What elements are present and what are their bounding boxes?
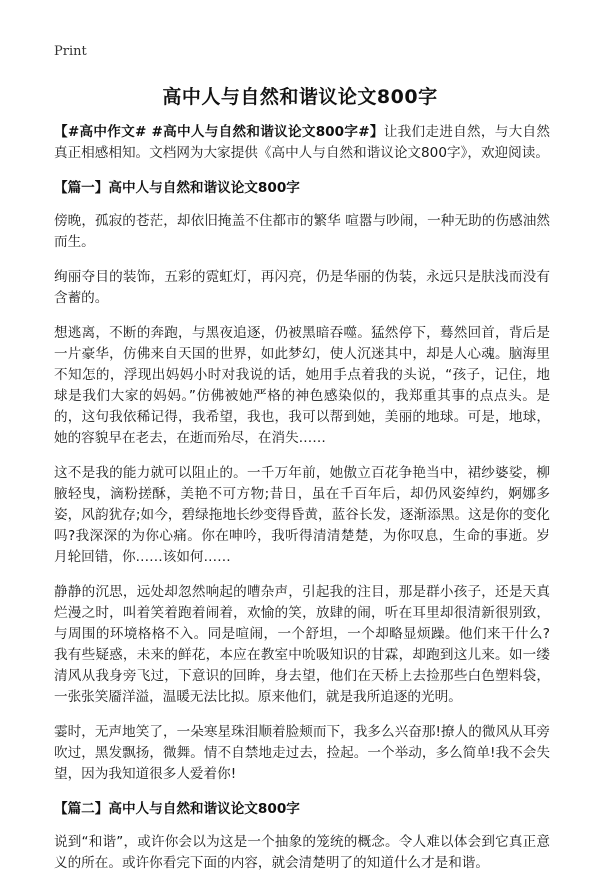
section-heading: 【篇二】高中人与自然和谐议论文800字 — [54, 801, 300, 817]
intro-tag-label: 【#高中作文# #高中人与自然和谐议论文800字#】 — [54, 124, 384, 140]
paragraph: 霎时，无声地笑了，一朵寒星珠泪顺着脸颊而下，我多么兴奋那!撩人的微风从耳旁吹过，黑发飘扬，微舞。情不自禁地走过去，捡起。一个举动，多么简单!我不会失望，因为我知道很多人爱着你! — [54, 724, 550, 782]
paragraph: 想逃离，不断的奔跑，与黑夜追逐，仍被黑暗吞噬。猛然停下，蓦然回首，背后是一片豪华，仿佛来自天国的世界，如此梦幻，使人沉迷其中，却是人心魂。脑海里不知怎的，浮现出妈妈小时对我说的话，她用手点着我的头说，“孩子，记住，地球是我们大家的妈妈。”仿佛被她严格的神色感染似的，我郑重其事的点点头。是的，这句我依稀记得，我希望，我也，我可以帮到她，美丽的地球。可是，地球，她的容貌早在老去，在逝而殆尽，在消失…… — [54, 325, 550, 446]
article-body — [54, 122, 550, 888]
paragraph: 静静的沉思，远处却忽然响起的嘈杂声，引起我的注目，那是群小孩子，还是天真烂漫之时，叫着笑着跑着闹着，欢愉的笑，放肆的闹，听在耳里却很清新很别致，与周围的环境格格不入。同是喧闹，一个舒坦，一个却略显烦躁。他们来干什么?我有些疑惑，未来的鲜花，本应在教室中吮吸知识的甘霖，却跑到这儿来。如一缕清风从我身旁飞过，下意识的回眸，身去望，他们在天桥上去捡那些白色塑料袋，一张张笑靥洋溢，温暖无法比拟。原来他们，就是我所追逐的光明。 — [54, 584, 550, 705]
intro-paragraph — [54, 122, 550, 164]
paragraph: 这不是我的能力就可以阻止的。一千万年前，她傲立百花争艳当中，裙纱婆娑，柳腋轻曳，滴粉搓酥，美艳不可方物;昔日，虽在千百年后，却仍风姿绰约，婀娜多姿，风韵犹存;如今，碧绿拖地长纱变得昏黄，蓝谷长发，逐渐添黑。这是你的变化吗?我深深的为你心痛。你在呻吟，我听得清清楚楚，为你叹息，生命的事逝。岁月轮回错，你……该如何…… — [54, 465, 550, 565]
paragraph: 说到“和谐”，或许你会以为这是一个抽象的笼统的概念。令人难以体会到它真正意义的所在。或许你看完下面的内容，就会清楚明了的知道什么才是和谐。 — [54, 834, 550, 871]
page-title: 高中人与自然和谐议论文800字 — [162, 86, 438, 108]
intro-text: 让我们走进自然，与大自然真正相感相知。文档网为大家提供《高中人与自然和谐议论文800字》，欢迎阅读。 — [54, 124, 550, 161]
paragraph: 绚丽夺目的装饰，五彩的霓虹灯，再闪亮，仍是华丽的伪装，永远只是肤浅而没有含蓄的。 — [54, 269, 550, 306]
section-heading: 【篇一】高中人与自然和谐议论文800字 — [54, 180, 300, 196]
print-label: Print — [54, 44, 87, 59]
paragraph: 傍晚，孤寂的苍茫，却依旧掩盖不住都市的繁华 喧嚣与吵闹，一种无助的伤感油然而生。 — [54, 213, 550, 250]
